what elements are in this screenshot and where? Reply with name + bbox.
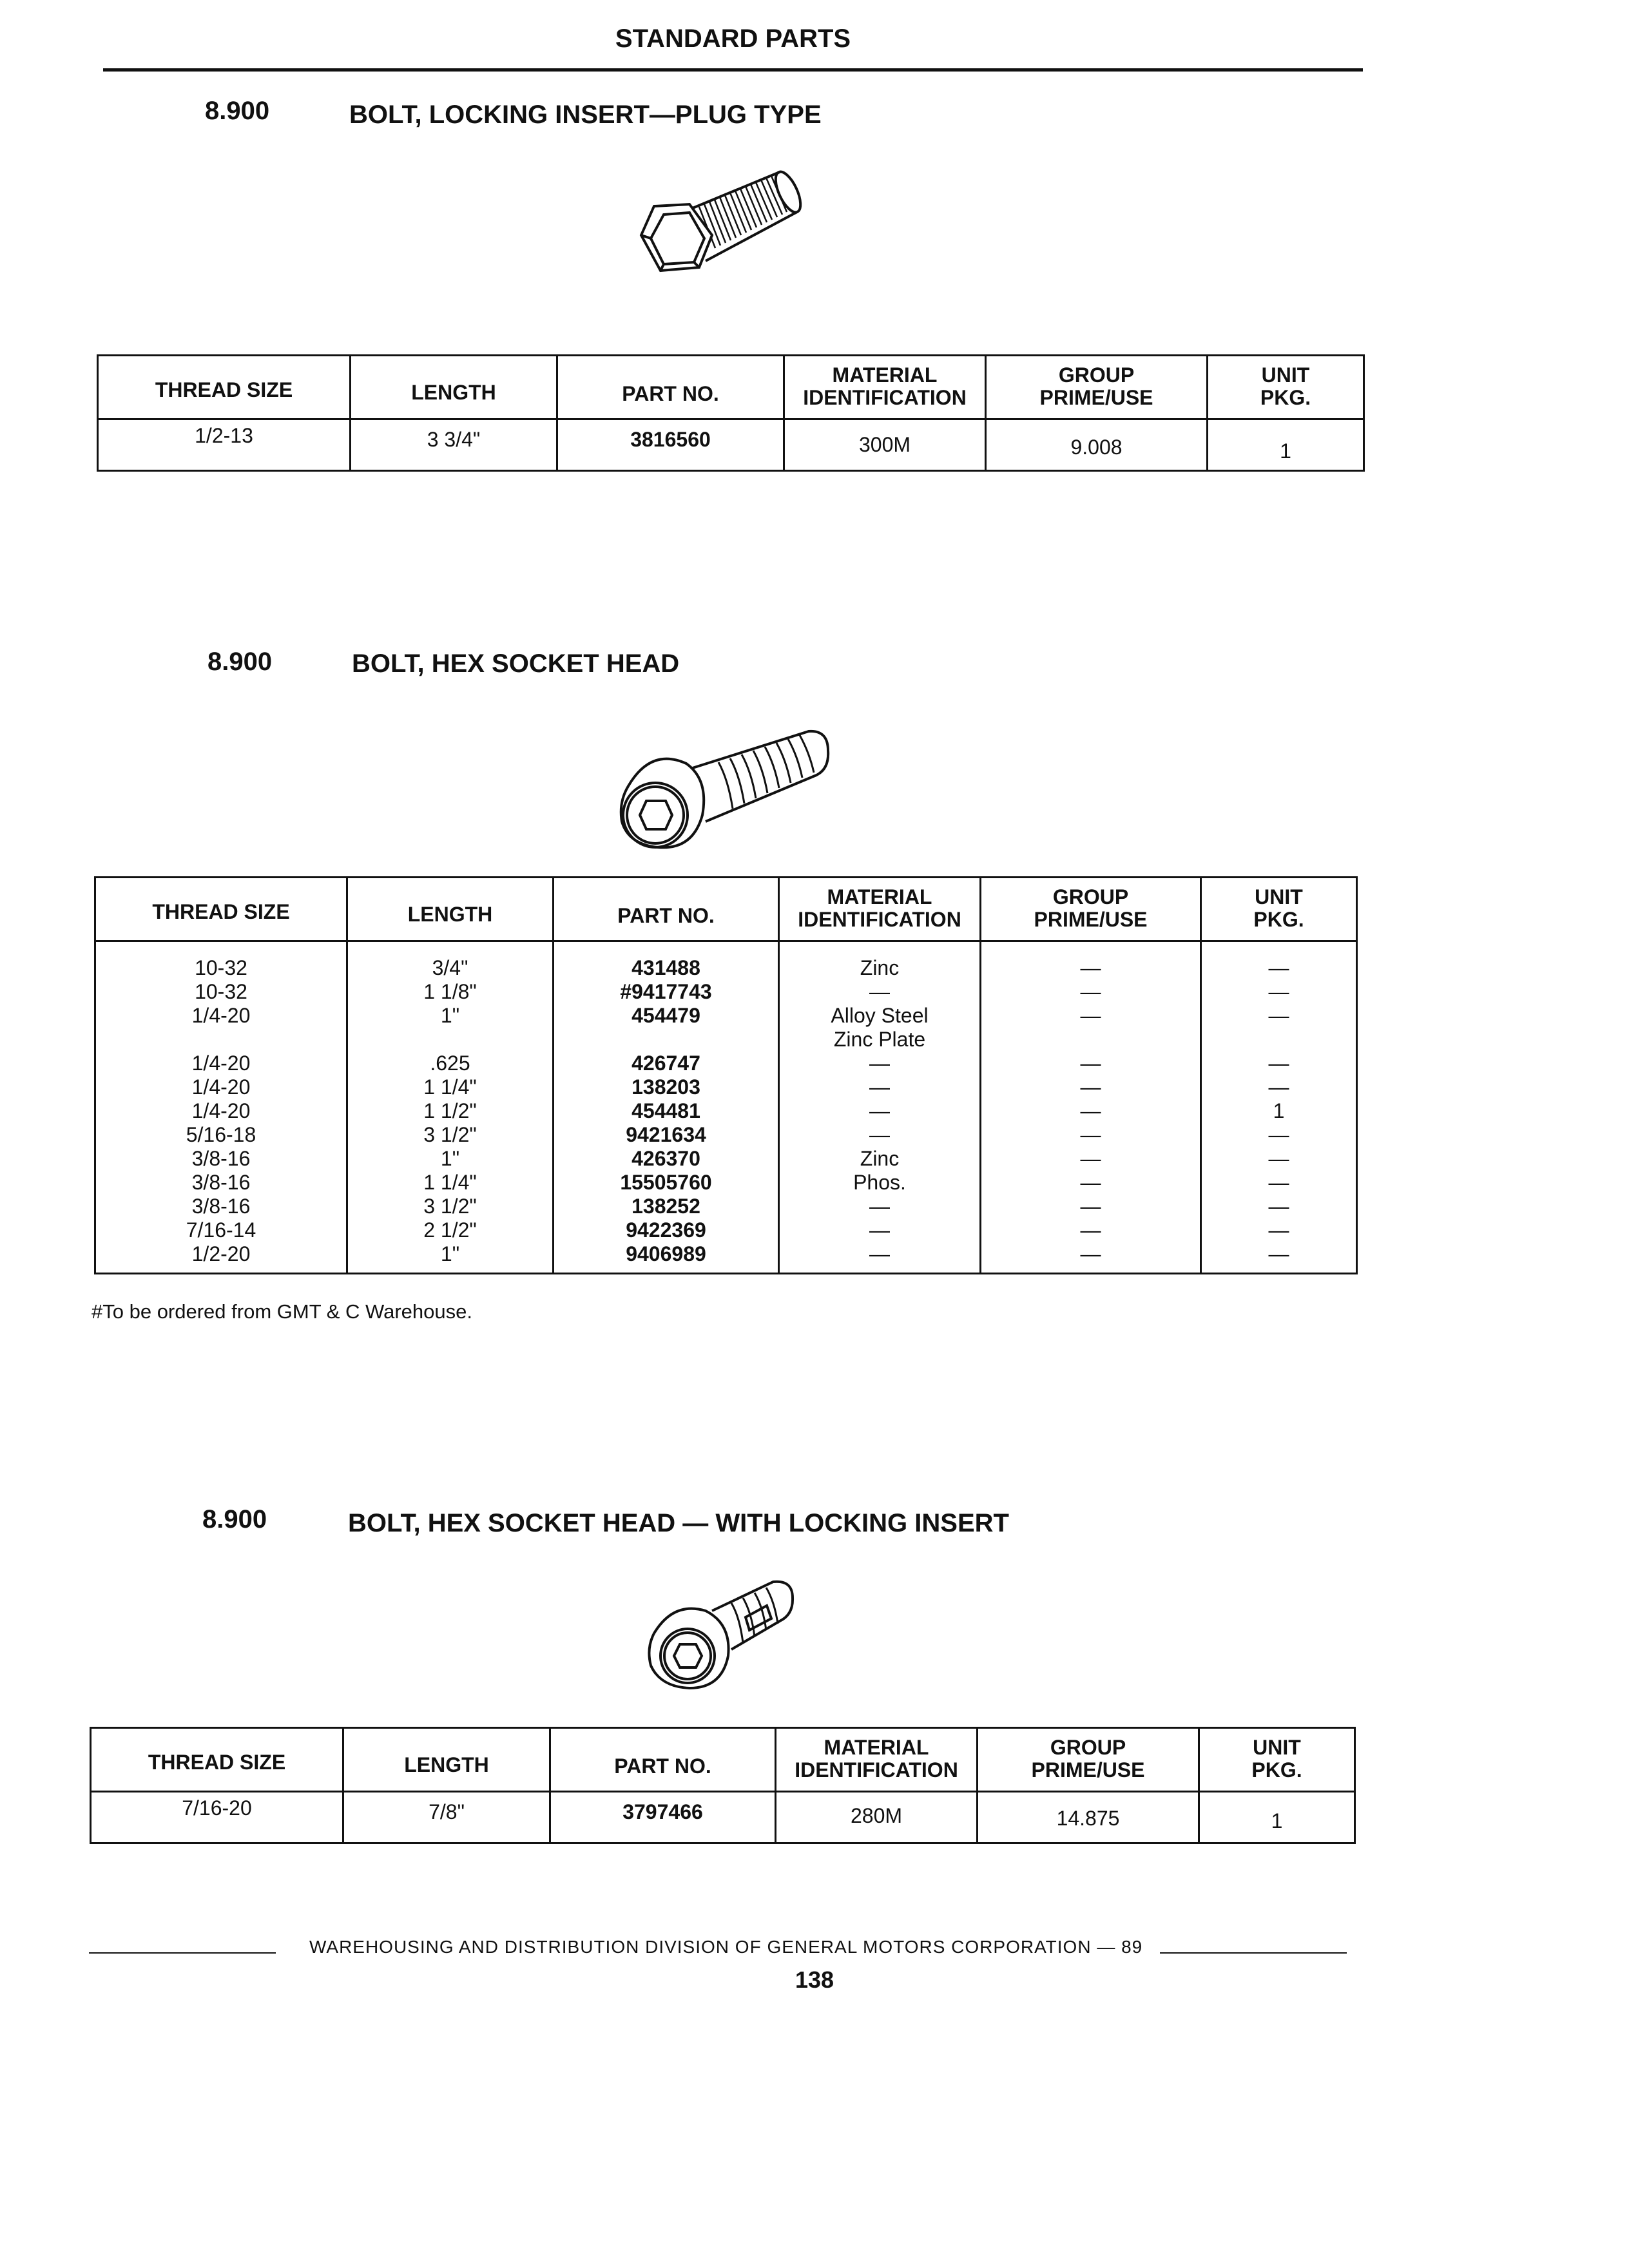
thread-size: 7/16-20 — [91, 1792, 343, 1843]
unit-pkg: — — [1201, 1004, 1357, 1028]
length: .625 — [347, 1052, 554, 1075]
col-part-no: PART NO. — [554, 878, 779, 941]
col-thread-size: THREAD SIZE — [91, 1728, 343, 1792]
unit-pkg: — — [1201, 1052, 1357, 1075]
thread-size: 1/2-13 — [98, 419, 351, 471]
locking-socket-bolt-illustration — [635, 1572, 802, 1701]
part-number: 138252 — [554, 1195, 779, 1218]
unit-pkg: 1 — [1208, 419, 1364, 471]
unit-pkg — [1201, 1028, 1357, 1052]
col-material: MATERIAL IDENTIFICATION — [784, 356, 986, 419]
length: 3 1/2" — [347, 1195, 554, 1218]
thread-size: 1/4-20 — [95, 1075, 347, 1099]
material: — — [779, 1099, 981, 1123]
group-prime-use: — — [981, 1075, 1201, 1099]
unit-pkg: — — [1201, 1195, 1357, 1218]
table-row — [95, 1028, 1357, 1052]
material: — — [779, 1195, 981, 1218]
unit-pkg: — — [1201, 980, 1357, 1004]
unit-pkg: — — [1201, 941, 1357, 981]
part-number: 431488 — [554, 941, 779, 981]
unit-pkg: — — [1201, 1218, 1357, 1242]
section-code: 8.900 — [202, 1505, 267, 1533]
thread-size: 1/4-20 — [95, 1099, 347, 1123]
footnote: #To be ordered from GMT & C Warehouse. — [92, 1300, 472, 1323]
section-code: 8.900 — [205, 97, 270, 125]
group-prime-use: 14.875 — [978, 1792, 1199, 1843]
footer-rule-left — [89, 1952, 276, 1954]
unit-pkg: — — [1201, 1075, 1357, 1099]
part-number — [554, 1028, 779, 1052]
length: 3/4" — [347, 941, 554, 981]
table-row — [95, 1004, 1357, 1028]
material: 300M — [784, 419, 986, 471]
table-row — [95, 1195, 1357, 1218]
section-title: BOLT, LOCKING INSERT—PLUG TYPE — [349, 101, 822, 129]
part-number: 3797466 — [550, 1792, 776, 1843]
length: 1 1/4" — [347, 1075, 554, 1099]
col-length: LENGTH — [347, 878, 554, 941]
col-group: GROUP PRIME/USE — [978, 1728, 1199, 1792]
table-row — [95, 1123, 1357, 1147]
unit-pkg: — — [1201, 1147, 1357, 1171]
col-part-no: PART NO. — [550, 1728, 776, 1792]
part-number: 138203 — [554, 1075, 779, 1099]
table-row — [95, 1052, 1357, 1075]
material: Zinc — [779, 941, 981, 981]
length: 1 1/4" — [347, 1171, 554, 1195]
part-number: 426370 — [554, 1147, 779, 1171]
material: Zinc — [779, 1147, 981, 1171]
thread-size: 1/4-20 — [95, 1004, 347, 1028]
unit-pkg: — — [1201, 1242, 1357, 1274]
group-prime-use — [981, 1028, 1201, 1052]
group-prime-use: — — [981, 1004, 1201, 1028]
length: 2 1/2" — [347, 1218, 554, 1242]
table-row — [95, 1147, 1357, 1171]
material: — — [779, 980, 981, 1004]
table-row — [95, 1075, 1357, 1099]
col-material: MATERIAL IDENTIFICATION — [779, 878, 981, 941]
section-title: BOLT, HEX SOCKET HEAD — WITH LOCKING INSERT — [348, 1509, 1009, 1537]
col-unit-pkg: UNIT PKG. — [1208, 356, 1364, 419]
thread-size: 7/16-14 — [95, 1218, 347, 1242]
group-prime-use: — — [981, 1147, 1201, 1171]
unit-pkg: — — [1201, 1171, 1357, 1195]
thread-size: 10-32 — [95, 941, 347, 981]
table-header-row — [95, 878, 1357, 941]
table-row — [95, 1171, 1357, 1195]
length: 1" — [347, 1147, 554, 1171]
material: Zinc Plate — [779, 1028, 981, 1052]
part-number: 426747 — [554, 1052, 779, 1075]
part-number: #9417743 — [554, 980, 779, 1004]
group-prime-use: — — [981, 1195, 1201, 1218]
length: 1 1/8" — [347, 980, 554, 1004]
table-header-row — [91, 1728, 1355, 1792]
page-number: 138 — [795, 1966, 834, 1993]
material: — — [779, 1052, 981, 1075]
footer-rule-right — [1160, 1952, 1347, 1954]
col-thread-size: THREAD SIZE — [98, 356, 351, 419]
part-number: 9422369 — [554, 1218, 779, 1242]
unit-pkg: — — [1201, 1123, 1357, 1147]
group-prime-use: 9.008 — [986, 419, 1208, 471]
parts-table — [94, 876, 1358, 1274]
col-part-no: PART NO. — [557, 356, 784, 419]
thread-size: 3/8-16 — [95, 1171, 347, 1195]
length — [347, 1028, 554, 1052]
footer-text: WAREHOUSING AND DISTRIBUTION DIVISION OF GENERAL MOTORS CORPORATION — 89 — [309, 1937, 1143, 1957]
material: Phos. — [779, 1171, 981, 1195]
parts-table — [90, 1727, 1356, 1844]
group-prime-use: — — [981, 1242, 1201, 1274]
col-length: LENGTH — [343, 1728, 550, 1792]
part-number: 3816560 — [557, 419, 784, 471]
unit-pkg: 1 — [1201, 1099, 1357, 1123]
material: — — [779, 1242, 981, 1274]
group-prime-use: — — [981, 1123, 1201, 1147]
material: — — [779, 1075, 981, 1099]
col-material: MATERIAL IDENTIFICATION — [776, 1728, 978, 1792]
page-title: STANDARD PARTS — [615, 24, 851, 53]
thread-size: 1/2-20 — [95, 1242, 347, 1274]
table-header-row — [98, 356, 1364, 419]
col-unit-pkg: UNIT PKG. — [1201, 878, 1357, 941]
unit-pkg: 1 — [1199, 1792, 1355, 1843]
material: — — [779, 1123, 981, 1147]
col-thread-size: THREAD SIZE — [95, 878, 347, 941]
thread-size: 3/8-16 — [95, 1195, 347, 1218]
group-prime-use: — — [981, 1099, 1201, 1123]
parts-table — [97, 354, 1365, 472]
material: Alloy Steel — [779, 1004, 981, 1028]
length: 1" — [347, 1242, 554, 1274]
length: 7/8" — [343, 1792, 550, 1843]
material: — — [779, 1218, 981, 1242]
socket-head-bolt-illustration — [590, 718, 838, 863]
thread-size: 10-32 — [95, 980, 347, 1004]
col-length: LENGTH — [351, 356, 557, 419]
table-row — [95, 941, 1357, 981]
group-prime-use: — — [981, 1052, 1201, 1075]
table-row — [95, 1242, 1357, 1274]
table-row — [98, 419, 1364, 471]
table-row — [95, 1218, 1357, 1242]
thread-size: 5/16-18 — [95, 1123, 347, 1147]
group-prime-use: — — [981, 1171, 1201, 1195]
length: 3 1/2" — [347, 1123, 554, 1147]
part-number: 9406989 — [554, 1242, 779, 1274]
part-number: 15505760 — [554, 1171, 779, 1195]
thread-size: 1/4-20 — [95, 1052, 347, 1075]
length: 1" — [347, 1004, 554, 1028]
hex-bolt-illustration — [628, 164, 822, 309]
section-code: 8.900 — [207, 648, 273, 676]
length: 3 3/4" — [351, 419, 557, 471]
part-number: 454481 — [554, 1099, 779, 1123]
length: 1 1/2" — [347, 1099, 554, 1123]
col-unit-pkg: UNIT PKG. — [1199, 1728, 1355, 1792]
part-number: 9421634 — [554, 1123, 779, 1147]
group-prime-use: — — [981, 980, 1201, 1004]
table-row — [91, 1792, 1355, 1843]
section-title: BOLT, HEX SOCKET HEAD — [352, 649, 680, 678]
table-row — [95, 980, 1357, 1004]
group-prime-use: — — [981, 941, 1201, 981]
header-rule — [103, 68, 1363, 72]
col-group: GROUP PRIME/USE — [981, 878, 1201, 941]
thread-size — [95, 1028, 347, 1052]
group-prime-use: — — [981, 1218, 1201, 1242]
thread-size: 3/8-16 — [95, 1147, 347, 1171]
material: 280M — [776, 1792, 978, 1843]
table-row — [95, 1099, 1357, 1123]
part-number: 454479 — [554, 1004, 779, 1028]
col-group: GROUP PRIME/USE — [986, 356, 1208, 419]
